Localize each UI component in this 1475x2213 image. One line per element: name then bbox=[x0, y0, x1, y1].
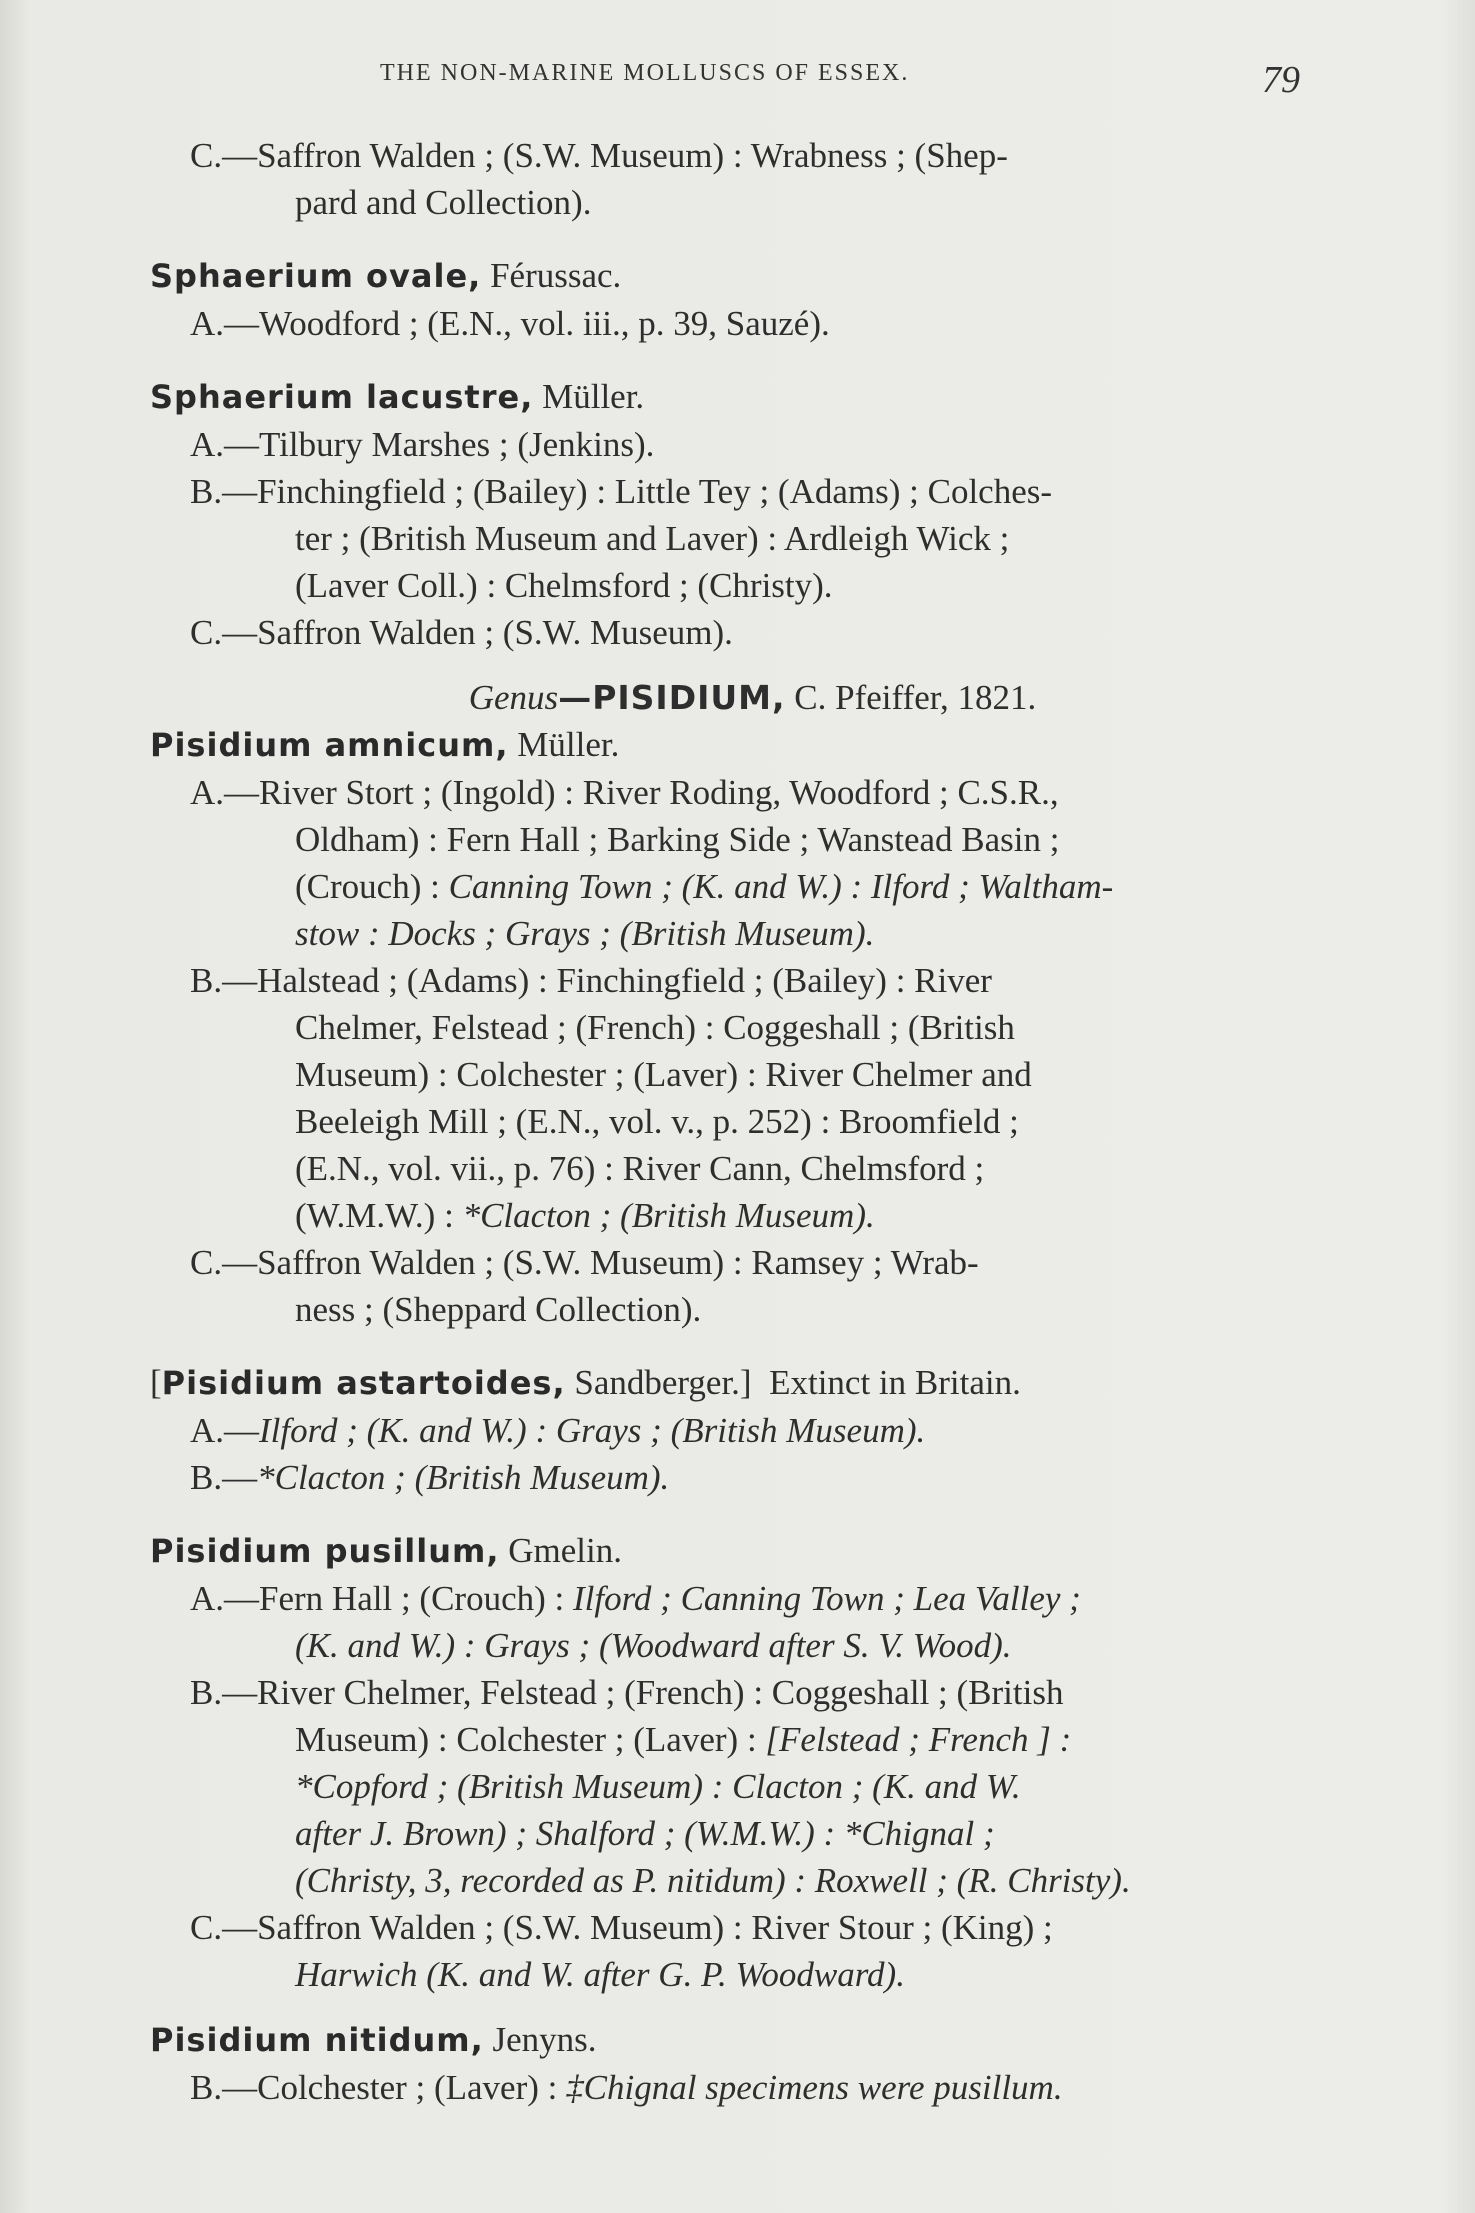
text-line bbox=[150, 863, 1315, 910]
text-line: C.—Saffron Walden ; (S.W. Museum) : River Stour ; (King) ; bbox=[190, 1908, 1053, 1947]
genus-heading bbox=[150, 674, 1315, 721]
species-heading bbox=[150, 1527, 1315, 1575]
italic-span: (Christy, 3, recorded as P. nitidum) : Roxwell ; (R. Christy). bbox=[295, 1861, 1131, 1900]
text-line: (Laver Coll.) : Chelmsford ; (Christy). bbox=[295, 566, 833, 605]
text-line: pard and Collection). bbox=[295, 183, 592, 222]
italic-span: Ilford ; (K. and W.) : Grays ; (British Museum). bbox=[259, 1411, 926, 1450]
text-line bbox=[150, 1454, 1315, 1501]
text-line: Museum) : Colchester ; (Laver) : River Chelmer and bbox=[295, 1055, 1032, 1094]
text-line: A.—Woodford ; (E.N., vol. iii., p. 39, Sauzé). bbox=[190, 304, 830, 343]
species-author: Sandberger.] bbox=[574, 1363, 752, 1402]
species-author: Müller. bbox=[542, 377, 645, 416]
text-line bbox=[150, 2064, 1315, 2111]
text-span: B.— bbox=[190, 1458, 258, 1497]
text-span: (Crouch) : bbox=[295, 867, 440, 906]
page-body bbox=[150, 132, 1315, 2111]
species-name: Sphaerium lacustre, bbox=[150, 378, 534, 416]
text-span: A.— bbox=[190, 1411, 260, 1450]
text-line: C.—Saffron Walden ; (S.W. Museum). bbox=[190, 613, 733, 652]
text-line: Chelmer, Felstead ; (French) : Coggeshall ; (British bbox=[295, 1008, 1015, 1047]
italic-span: *Clacton ; (British Museum). bbox=[257, 1458, 670, 1497]
text-line bbox=[150, 1810, 1315, 1857]
species-name: Pisidium pusillum, bbox=[150, 1532, 500, 1570]
species-name: Pisidium amnicum, bbox=[150, 726, 509, 764]
text-line: Oldham) : Fern Hall ; Barking Side ; Wanstead Basin ; bbox=[295, 820, 1060, 859]
species-heading bbox=[150, 373, 1315, 421]
text-line bbox=[150, 1575, 1315, 1622]
species-heading bbox=[150, 1359, 1315, 1407]
running-head: THE NON-MARINE MOLLUSCS OF ESSEX. bbox=[380, 60, 910, 86]
genus-label: Genus bbox=[468, 678, 559, 717]
species-heading bbox=[150, 2016, 1315, 2064]
species-author: Jenyns. bbox=[492, 2020, 597, 2059]
genus-name: —PISIDIUM, bbox=[558, 678, 786, 717]
text-line bbox=[150, 1951, 1315, 1998]
species-heading bbox=[150, 721, 1315, 769]
text-line bbox=[150, 1763, 1315, 1810]
text-line: B.—River Chelmer, Felstead ; (French) : Coggeshall ; (British bbox=[190, 1673, 1064, 1712]
genus-author: C. Pfeiffer, 1821. bbox=[794, 678, 1037, 717]
species-author: Gmelin. bbox=[508, 1531, 622, 1570]
species-author: Müller. bbox=[517, 725, 620, 764]
italic-span: Ilford ; Canning Town ; Lea Valley ; bbox=[572, 1579, 1081, 1618]
text-span: (W.M.W.) : bbox=[295, 1196, 454, 1235]
text-line: A.—River Stort ; (Ingold) : River Roding, Woodford ; C.S.R., bbox=[190, 773, 1059, 812]
italic-span: ‡Chignal specimens were pusillum. bbox=[566, 2068, 1063, 2107]
text-line: B.—Halstead ; (Adams) : Finchingfield ; (Bailey) : River bbox=[190, 961, 992, 1000]
text-line: Beeleigh Mill ; (E.N., vol. v., p. 252) : Broomfield ; bbox=[295, 1102, 1019, 1141]
text-line: C.—Saffron Walden ; (S.W. Museum) : Ramsey ; Wrab- bbox=[190, 1243, 979, 1282]
species-name: Pisidium astartoides, bbox=[161, 1364, 566, 1402]
text-line: A.—Tilbury Marshes ; (Jenkins). bbox=[190, 425, 655, 464]
text-line: ness ; (Sheppard Collection). bbox=[295, 1290, 702, 1329]
species-author: Férussac. bbox=[490, 256, 622, 295]
text-span: Museum) : Colchester ; (Laver) : bbox=[295, 1720, 757, 1759]
text-line bbox=[150, 1622, 1315, 1669]
italic-span: [Felstead ; French ] : bbox=[765, 1720, 1072, 1759]
italic-span: (K. and W.) : Grays ; (Woodward after S. V. Wood). bbox=[295, 1626, 1012, 1665]
page-number: 79 bbox=[1262, 59, 1300, 101]
italic-span: after J. Brown) ; Shalford ; (W.M.W.) : *Chignal ; bbox=[295, 1814, 995, 1853]
text-line: (E.N., vol. vii., p. 76) : River Cann, Chelmsford ; bbox=[295, 1149, 985, 1188]
bracket: [ bbox=[150, 1363, 162, 1402]
text-line bbox=[150, 1407, 1315, 1454]
italic-span: Canning Town ; (K. and W.) : Ilford ; Waltham- bbox=[448, 867, 1114, 906]
italic-span: Harwich (K. and W. after G. P. Woodward). bbox=[295, 1955, 905, 1994]
text-line: B.—Finchingfield ; (Bailey) : Little Tey ; (Adams) ; Colches- bbox=[190, 472, 1053, 511]
text-line bbox=[150, 1857, 1315, 1904]
italic-span: stow : Docks ; Grays ; (British Museum). bbox=[295, 914, 875, 953]
species-name: Pisidium nitidum, bbox=[150, 2021, 484, 2059]
italic-span: *Clacton ; (British Museum). bbox=[462, 1196, 875, 1235]
text-line bbox=[150, 1716, 1315, 1763]
text-line bbox=[150, 1192, 1315, 1239]
text-span: A.—Fern Hall ; (Crouch) : bbox=[190, 1579, 565, 1618]
italic-span: *Copford ; (British Museum) : Clacton ; (K. and W. bbox=[295, 1767, 1021, 1806]
text-line: C.—Saffron Walden ; (S.W. Museum) : Wrabness ; (Shep- bbox=[190, 136, 1008, 175]
text-line bbox=[150, 910, 1315, 957]
species-note: Extinct in Britain. bbox=[769, 1363, 1021, 1402]
species-heading bbox=[150, 252, 1315, 300]
text-line: ter ; (British Museum and Laver) : Ardleigh Wick ; bbox=[295, 519, 1010, 558]
species-name: Sphaerium ovale, bbox=[150, 257, 482, 295]
text-span: B.—Colchester ; (Laver) : bbox=[190, 2068, 558, 2107]
